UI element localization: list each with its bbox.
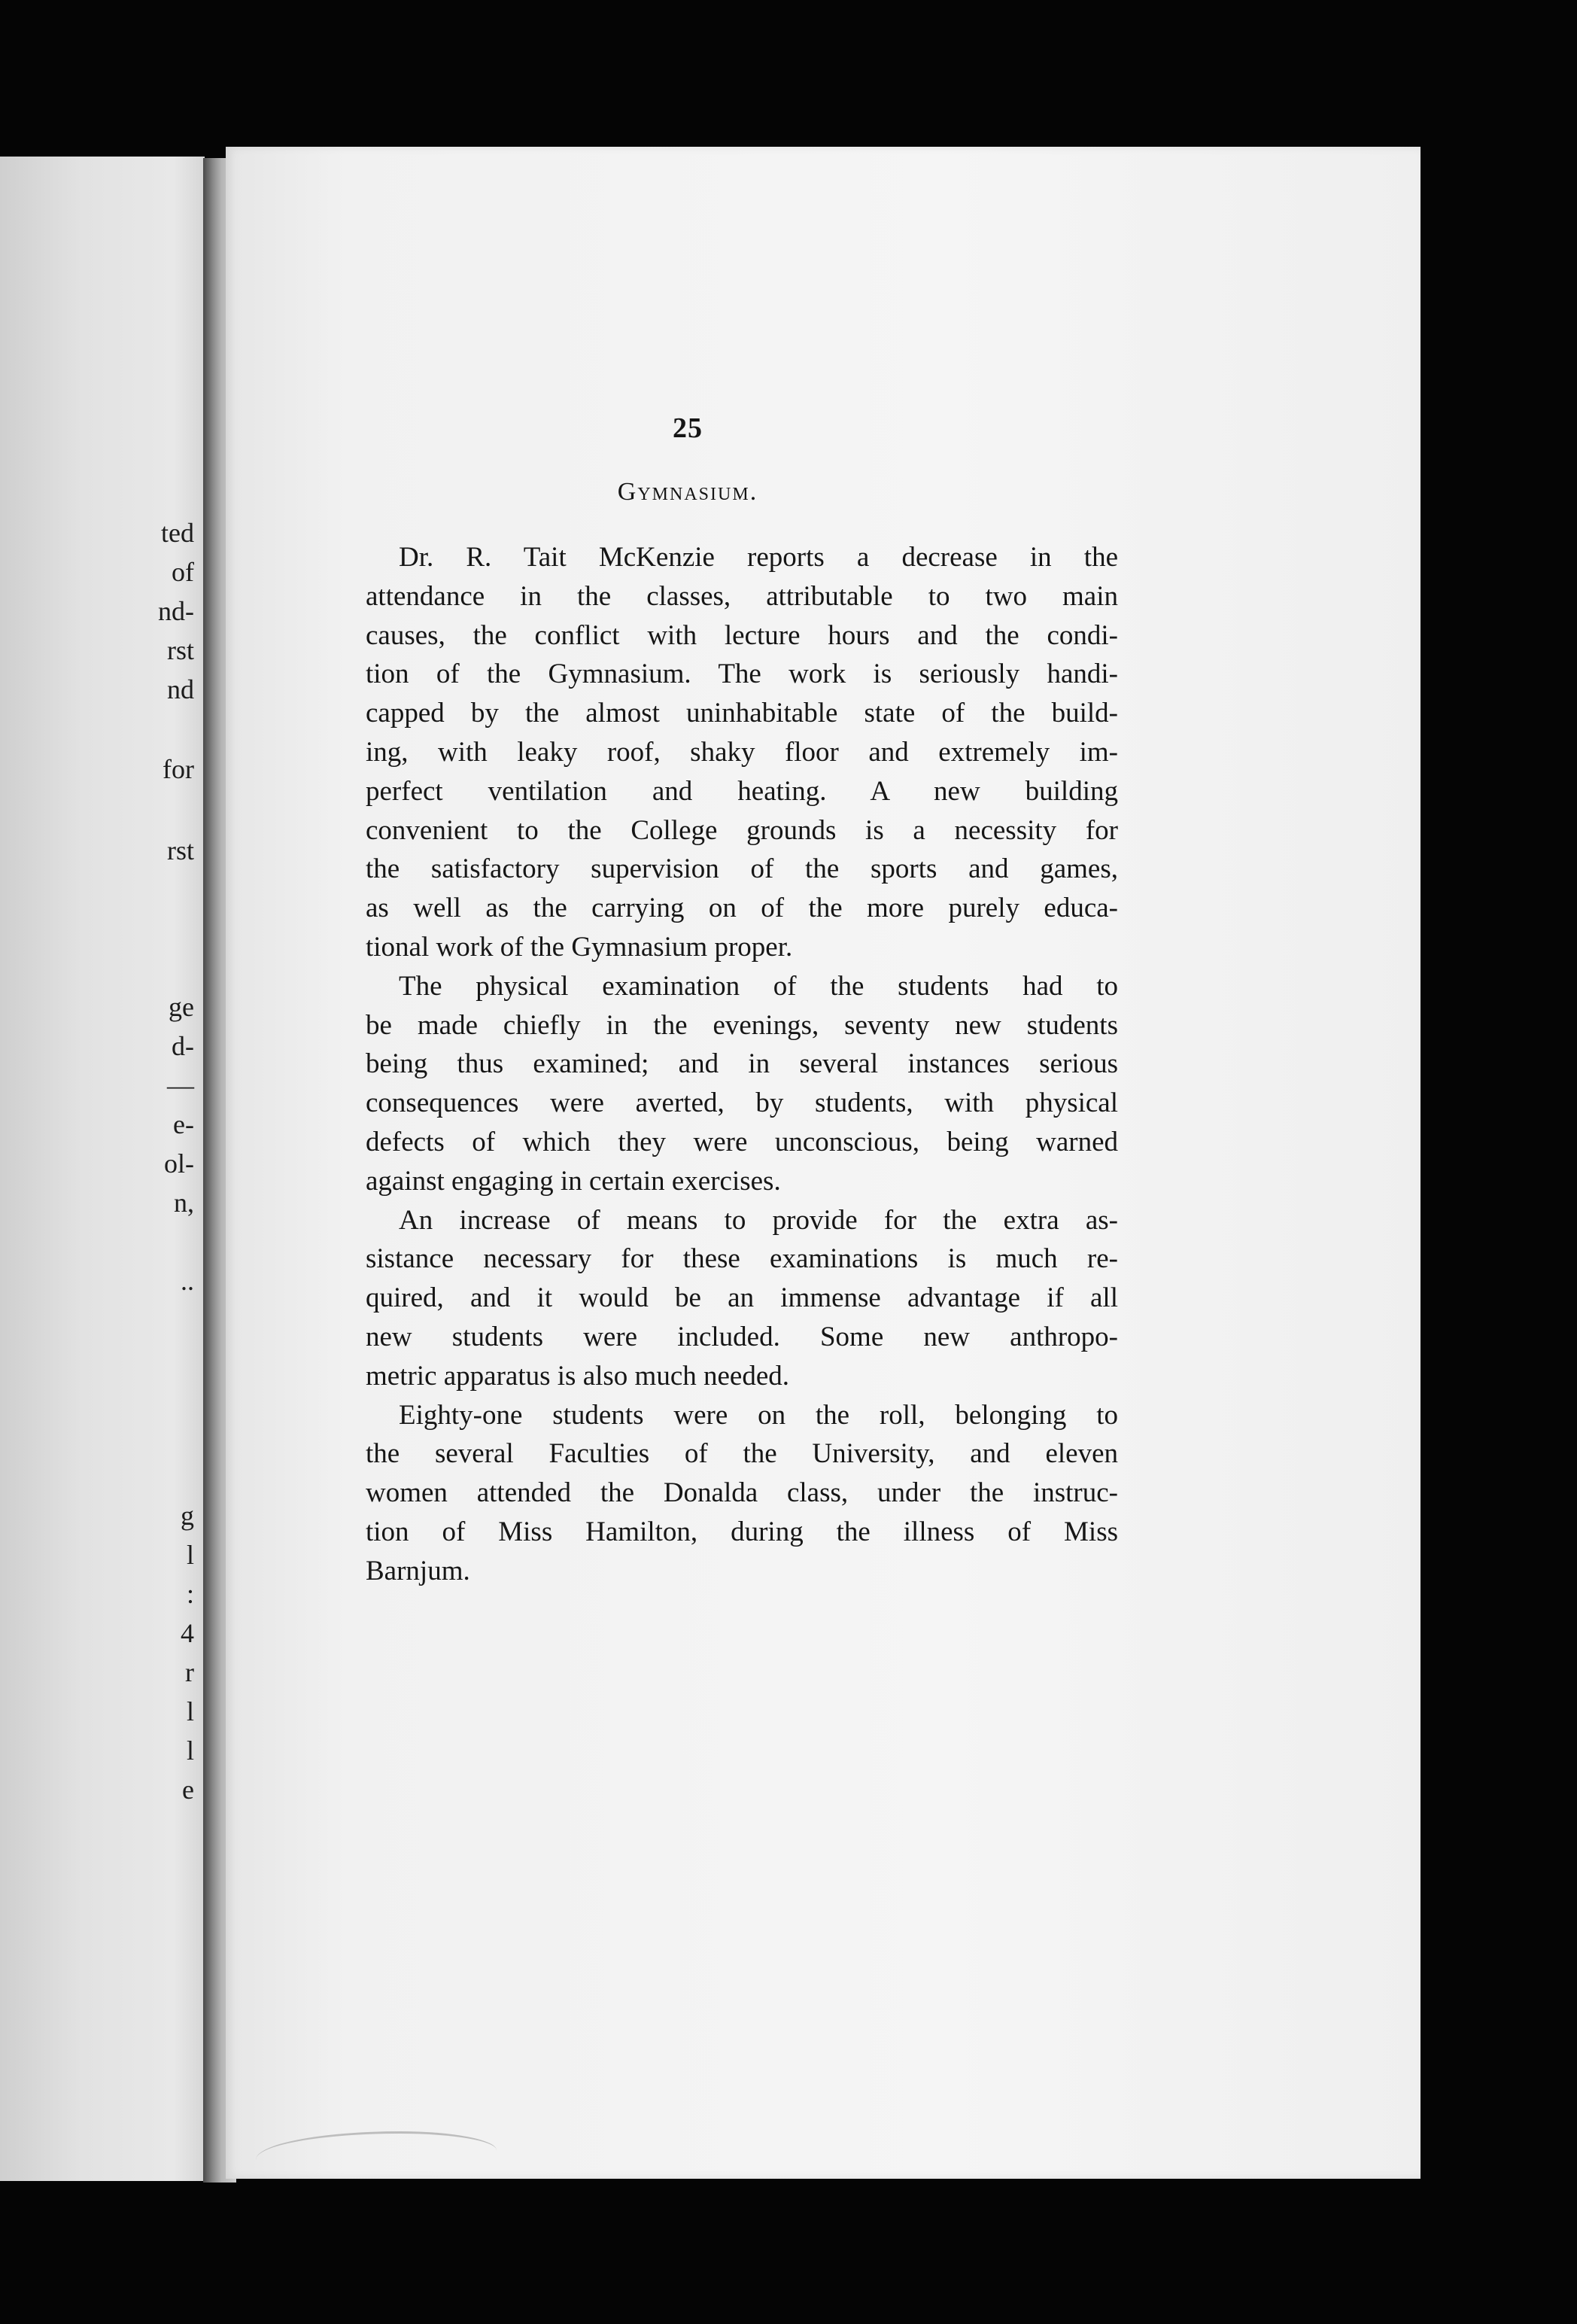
- text-line: the satisfactory supervision of the sports and games,: [366, 853, 1118, 885]
- text-line: An increase of means to provide for the extra as-: [399, 1204, 1118, 1236]
- text-line: sistance necessary for these examinations is much re-: [366, 1243, 1118, 1275]
- left-page-fragment: e: [182, 1775, 194, 1805]
- text-line: Eighty-one students were on the roll, belonging to: [399, 1399, 1118, 1431]
- text-line: the several Faculties of the University, and eleven: [366, 1438, 1118, 1470]
- left-page-fragment: rst: [167, 635, 194, 665]
- left-page-fragment: ol-: [164, 1148, 194, 1179]
- left-page-fragment: e-: [173, 1109, 194, 1139]
- text-line: defects of which they were unconscious, being warned: [366, 1126, 1118, 1157]
- left-page-fragment: :: [186, 1579, 194, 1609]
- text-line: tional work of the Gymnasium proper.: [366, 931, 793, 963]
- left-page-fragment: g: [181, 1501, 194, 1531]
- left-page-fragment: ted: [161, 518, 194, 548]
- text-line: tion of the Gymnasium. The work is seriously handi-: [366, 659, 1118, 690]
- text-line: convenient to the College grounds is a necessity for: [366, 814, 1118, 846]
- left-page-fragment: ..: [181, 1266, 194, 1296]
- section-title: Gymnasium.: [617, 478, 758, 506]
- text-line: against engaging in certain exercises.: [366, 1165, 781, 1197]
- text-line: Dr. R. Tait McKenzie reports a decrease in the: [399, 542, 1118, 573]
- text-line: metric apparatus is also much needed.: [366, 1360, 790, 1392]
- text-line: Barnjum.: [366, 1555, 470, 1586]
- text-line: perfect ventilation and heating. A new building: [366, 775, 1118, 807]
- left-facing-page: [0, 157, 205, 2181]
- text-line: be made chiefly in the evenings, seventy new students: [366, 1009, 1118, 1041]
- left-page-fragment: nd-: [158, 596, 194, 626]
- left-page-fragment: r: [185, 1657, 194, 1687]
- text-line: as well as the carrying on of the more purely educa-: [366, 893, 1118, 924]
- page-tear-edge: [256, 2131, 497, 2179]
- left-page-fragment: n,: [174, 1188, 194, 1218]
- body-text: [366, 538, 1118, 1591]
- left-page-fragment: of: [172, 557, 194, 587]
- left-page-fragment: —: [167, 1070, 194, 1100]
- text-line: being thus examined; and in several instances serious: [366, 1048, 1118, 1080]
- left-page-fragment: for: [163, 754, 194, 784]
- right-page: [226, 147, 1421, 2179]
- text-line: attendance in the classes, attributable to two main: [366, 580, 1118, 612]
- text-line: ing, with leaky roof, shaky floor and extremely im-: [366, 736, 1118, 768]
- page-number: 25: [673, 412, 703, 444]
- text-line: consequences were averted, by students, with physical: [366, 1087, 1118, 1119]
- text-line: new students were included. Some new anthropo-: [366, 1321, 1118, 1352]
- left-page-fragment: ge: [169, 992, 194, 1022]
- text-line: The physical examination of the students had to: [399, 970, 1118, 1002]
- text-line: causes, the conflict with lecture hours and the condi-: [366, 619, 1118, 651]
- text-line: quired, and it would be an immense advantage if all: [366, 1282, 1118, 1314]
- left-page-fragment: 4: [181, 1618, 194, 1648]
- text-line: capped by the almost uninhabitable state of the build-: [366, 698, 1118, 729]
- text-line: women attended the Donalda class, under the instruc-: [366, 1477, 1118, 1509]
- left-page-fragment: rst: [167, 835, 194, 865]
- left-page-fragment: l: [186, 1696, 194, 1726]
- left-page-fragment: l: [186, 1735, 194, 1766]
- left-page-fragment: d-: [172, 1031, 194, 1061]
- left-page-fragment: l: [186, 1540, 194, 1570]
- left-page-fragment: nd: [167, 674, 194, 704]
- text-line: tion of Miss Hamilton, during the illness of Miss: [366, 1516, 1118, 1547]
